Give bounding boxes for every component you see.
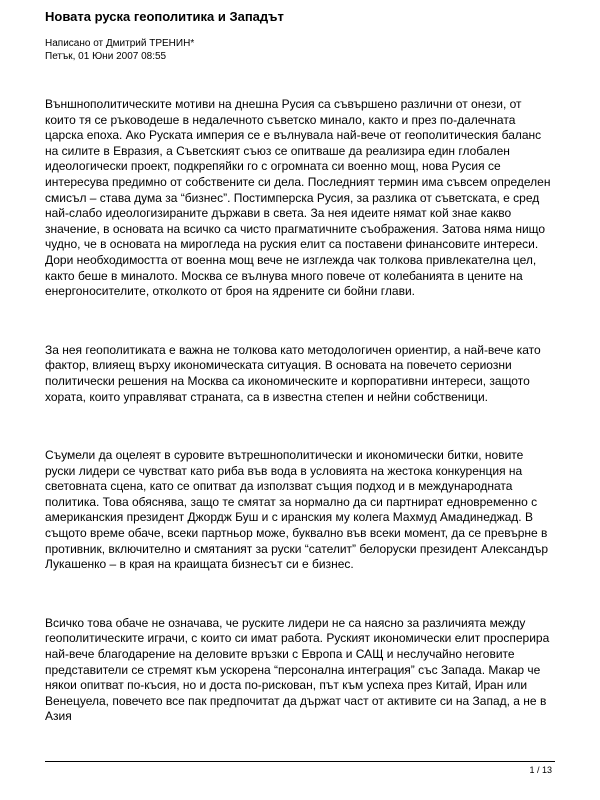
article-paragraph: Съумели да оцелеят в суровите вътрешнополитически и икономически битки, новите руски лидери се чувстват като риба във вода в условията на жестока конкуренция на световната сцена, като се опитват да използват същия подход и в международната политика. Това обяснява, защо те смятат за нормално да си партнират едновременно с американския президент Джордж Буш и с иранския му колега Махмуд Амадинеджад. В същото време обаче, всеки партньор може, буквално във всеки момент, да се превърне в противник, включително и смятаният за руски “сателит” белоруски президент Александър Лукашенко – в края на краищата бизнесът си е бизнес. bbox=[45, 448, 549, 572]
author-line: Написано от Дмитрий ТРЕНИН* bbox=[45, 38, 195, 49]
page-number: 1 / 13 bbox=[529, 765, 552, 775]
footer-divider bbox=[45, 761, 555, 762]
article-title: Новата руска геополитика и Западът bbox=[45, 9, 284, 24]
article-paragraph: За нея геополитиката е важна не толкова като методологичен ориентир, а най-вече като фактор, влияещ върху икономическата ситуация. В основата на повечето сериозни политически решения на Москва са икономическите и корпоративни интереси, защото хората, които управляват страната, са в известна степен и нейни собственици. bbox=[45, 342, 541, 404]
date-line: Петък, 01 Юни 2007 08:55 bbox=[45, 51, 167, 62]
article-body bbox=[45, 97, 555, 768]
article-paragraph: Всичко това обаче не означава, че руските лидери не са наясно за различията между геополитическите играчи, с които си имат работа. Руският икономически елит просперира най-вече благодарение на деловите връзки с Европа и САЩ и неслучайно неговите представители се стремят към ускорена “персонална интеграция” със Запада. Макар че някои опитват по-късия, но и доста по-рискован, път към успеха през Китай, Иран или Венецуела, повечето все пак предпочитат да държат част от активите си на Запад, а не в Азия bbox=[45, 615, 550, 724]
article-paragraph: Външнополитическите мотиви на днешна Русия са съвършено различни от онези, от които тя се ръководеше в недалечното съветско минало, както и през по-далечната царска епоха. Ако Руската империя се е вълнувала най-вече от геополитическия баланс на силите в Евразия, а Съветският съюз се опитваше да реализира един глобален идеологически проект, подкрепяйки го с огромната си военно мощ, нова Русия се интересува предимно от собствените си дела. Последният термин има съвсем определен смисъл – става дума за “бизнес”. Постимперска Русия, за разлика от съветската, е сред най-слабо идеологизираните държави в света. За нея идеите нямат кой знае какво значение, в основата на всичко са чисто прагматичните съображения. Затова няма нищо чудно, че в основата на мирогледа на руския елит са поставени финансовите интереси. Дори необходимостта от военна мощ вече не изглежда чак толкова привлекателна цел, както беше в миналото. Москва се вълнува много повече от колебанията в цените на енергоносителите, отколкото от броя на ядрените си бойни глави. bbox=[45, 97, 551, 299]
article-meta bbox=[45, 37, 194, 63]
